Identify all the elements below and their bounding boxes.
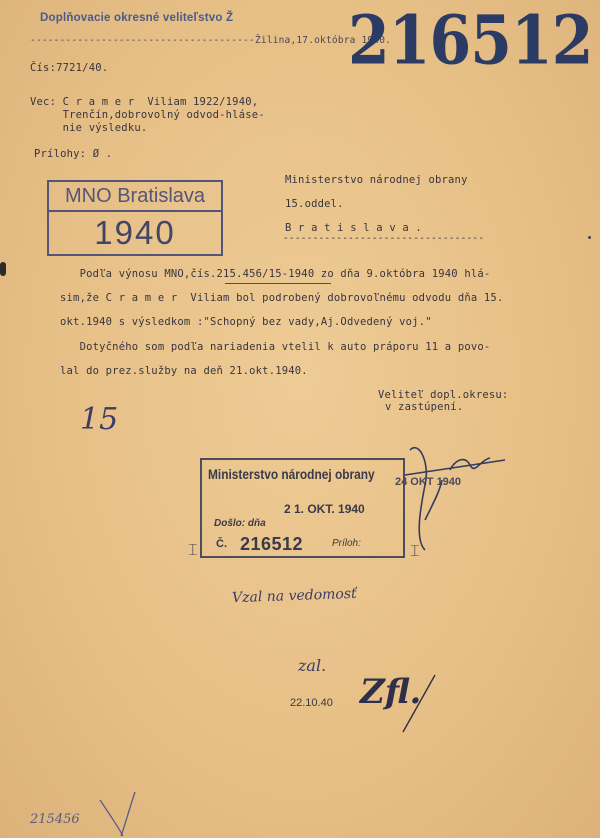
recipient-line-2: 15.oddel. bbox=[285, 198, 344, 210]
recipient-line-3: B r a t i s l a v a . bbox=[285, 222, 422, 234]
body-paragraph-2-line-1: Dotyčného som podľa nariadenia vtelil k auto práporu 11 a povo- bbox=[60, 341, 491, 353]
registry-stamp-title: Ministerstvo národnej obrany bbox=[208, 466, 375, 482]
body-paragraph-1-line-2: sim,že C r a m e r Viliam bol podrobený dobrovoľnému odvodu dňa 15. bbox=[60, 292, 504, 304]
binding-hole bbox=[0, 262, 6, 276]
handwritten-signature bbox=[380, 430, 530, 560]
mno-stamp-year: 1940 bbox=[94, 214, 176, 251]
body-paragraph-2-line-2: lal do prez.služby na deň 21.okt.1940. bbox=[60, 365, 308, 377]
handwritten-zal: zal. bbox=[298, 656, 327, 675]
attachments: Prílohy: Ø . bbox=[34, 148, 113, 160]
handwritten-zal-date: 22.10.40 bbox=[290, 697, 333, 709]
body-paragraph-1-line-3: okt.1940 s výsledkom :"Schopný bez vady,Aj.Odvedený voj." bbox=[60, 316, 432, 328]
signature-title: Veliteľ dopl.okresu: bbox=[378, 389, 509, 401]
mno-receipt-stamp bbox=[47, 180, 223, 256]
ministry-registry-stamp bbox=[200, 458, 405, 558]
subject-line-2: Trenčín,dobrovolný odvod-hláse- bbox=[30, 109, 265, 121]
reference-number: Čís:7721/40. bbox=[30, 62, 109, 74]
dateline: --------------------------------------Žilina,17.októbra 1940. bbox=[30, 35, 392, 46]
bottom-check-mark bbox=[95, 790, 145, 838]
initials-stroke bbox=[395, 670, 445, 740]
registry-stamp-received: Došlo: dňa bbox=[214, 518, 266, 529]
bottom-handwritten-number: 215456 bbox=[30, 812, 80, 827]
registry-number-stamp: 216512 bbox=[348, 2, 593, 81]
signature-proxy: v zastúpení. bbox=[385, 401, 464, 413]
subject-line-3: nie výsledku. bbox=[30, 122, 148, 134]
handwritten-underline bbox=[225, 283, 331, 284]
left-cross-mark-icon: ⌶ bbox=[188, 540, 198, 559]
registry-stamp-c-label: Č. bbox=[216, 538, 227, 550]
subject-line-1: Vec: C r a m e r Viliam 1922/1940, bbox=[30, 96, 259, 108]
signature-date-stamp: 24 OKT 1940 bbox=[395, 476, 462, 488]
recipient-line-1: Ministerstvo národnej obrany bbox=[285, 174, 468, 186]
handwritten-initials: Zfl. bbox=[360, 672, 422, 712]
handwritten-note-vzal: Vzal na vedomosť bbox=[231, 585, 357, 607]
registry-stamp-date: 2 1. OKT. 1940 bbox=[284, 502, 365, 516]
registry-stamp-number: 216512 bbox=[240, 534, 304, 554]
handwritten-number-15: 15 bbox=[80, 402, 119, 437]
body-paragraph-1-line-1: Podľa výnosu MNO,čís.215.456/15-1940 zo dňa 9.októbra 1940 hlá- bbox=[60, 268, 491, 280]
paper-speck bbox=[588, 236, 591, 239]
office-stamp: Doplňovacie okresné veliteľstvo Ž bbox=[40, 12, 234, 24]
recipient-rule: ---------------------------------- bbox=[283, 233, 485, 244]
right-cross-mark-icon: ⌶ bbox=[410, 541, 420, 560]
registry-stamp-attachments: Príloh: bbox=[332, 538, 361, 549]
mno-stamp-title: MNO Bratislava bbox=[49, 182, 221, 212]
